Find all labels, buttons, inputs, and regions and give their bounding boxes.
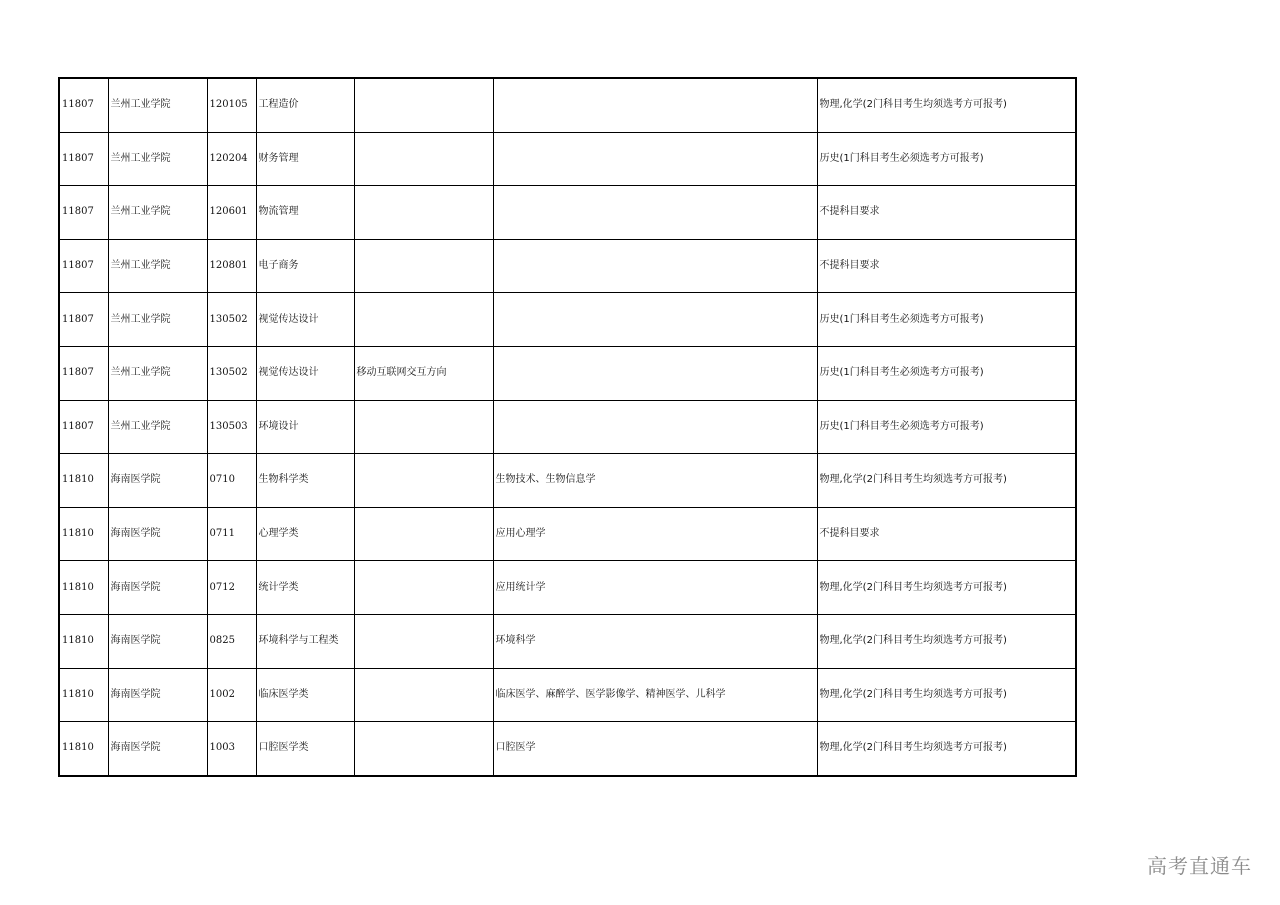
cell-major-code: 120601 bbox=[207, 186, 256, 240]
cell-school-code: 11807 bbox=[59, 293, 108, 347]
cell-major-direction bbox=[354, 561, 493, 615]
cell-major-name: 生物科学类 bbox=[256, 454, 354, 508]
table-row bbox=[59, 507, 1076, 561]
cell-subject-requirement: 历史(1门科目考生必须选考方可报考) bbox=[817, 132, 1076, 186]
cell-major-code: 0710 bbox=[207, 454, 256, 508]
cell-school-code: 11807 bbox=[59, 346, 108, 400]
cell-major-code: 130502 bbox=[207, 346, 256, 400]
cell-school-name: 兰州工业学院 bbox=[108, 239, 207, 293]
cell-subject-requirement: 不提科目要求 bbox=[817, 507, 1076, 561]
cell-major-name: 视觉传达设计 bbox=[256, 293, 354, 347]
requirements-table bbox=[58, 77, 1077, 777]
cell-major-name: 工程造价 bbox=[256, 78, 354, 132]
cell-school-name: 兰州工业学院 bbox=[108, 400, 207, 454]
cell-major-direction bbox=[354, 78, 493, 132]
cell-major-name: 心理学类 bbox=[256, 507, 354, 561]
cell-included-majors bbox=[493, 400, 817, 454]
cell-major-direction bbox=[354, 507, 493, 561]
cell-included-majors: 口腔医学 bbox=[493, 722, 817, 776]
cell-major-name: 物流管理 bbox=[256, 186, 354, 240]
cell-major-code: 130502 bbox=[207, 293, 256, 347]
table-row bbox=[59, 186, 1076, 240]
cell-major-direction bbox=[354, 293, 493, 347]
cell-included-majors: 临床医学、麻醉学、医学影像学、精神医学、儿科学 bbox=[493, 668, 817, 722]
cell-included-majors bbox=[493, 78, 817, 132]
cell-major-direction bbox=[354, 132, 493, 186]
cell-major-name: 环境设计 bbox=[256, 400, 354, 454]
table-body bbox=[59, 78, 1076, 776]
cell-school-code: 11807 bbox=[59, 132, 108, 186]
cell-major-code: 130503 bbox=[207, 400, 256, 454]
cell-school-code: 11807 bbox=[59, 239, 108, 293]
cell-school-name: 海南医学院 bbox=[108, 507, 207, 561]
cell-major-code: 0825 bbox=[207, 614, 256, 668]
cell-major-name: 视觉传达设计 bbox=[256, 346, 354, 400]
cell-included-majors: 应用统计学 bbox=[493, 561, 817, 615]
table-row bbox=[59, 78, 1076, 132]
cell-subject-requirement: 物理,化学(2门科目考生均须选考方可报考) bbox=[817, 561, 1076, 615]
cell-school-code: 11810 bbox=[59, 722, 108, 776]
cell-school-name: 兰州工业学院 bbox=[108, 293, 207, 347]
cell-school-name: 海南医学院 bbox=[108, 561, 207, 615]
cell-major-direction bbox=[354, 722, 493, 776]
cell-major-direction bbox=[354, 239, 493, 293]
cell-subject-requirement: 历史(1门科目考生必须选考方可报考) bbox=[817, 293, 1076, 347]
cell-school-code: 11810 bbox=[59, 561, 108, 615]
cell-included-majors: 应用心理学 bbox=[493, 507, 817, 561]
cell-major-name: 临床医学类 bbox=[256, 668, 354, 722]
cell-included-majors bbox=[493, 293, 817, 347]
cell-subject-requirement: 不提科目要求 bbox=[817, 239, 1076, 293]
cell-school-code: 11810 bbox=[59, 454, 108, 508]
cell-school-name: 海南医学院 bbox=[108, 614, 207, 668]
cell-major-direction bbox=[354, 400, 493, 454]
cell-major-code: 120801 bbox=[207, 239, 256, 293]
cell-major-direction bbox=[354, 668, 493, 722]
cell-school-name: 兰州工业学院 bbox=[108, 186, 207, 240]
cell-included-majors bbox=[493, 186, 817, 240]
cell-school-code: 11810 bbox=[59, 668, 108, 722]
cell-subject-requirement: 物理,化学(2门科目考生均须选考方可报考) bbox=[817, 614, 1076, 668]
cell-subject-requirement: 物理,化学(2门科目考生均须选考方可报考) bbox=[817, 722, 1076, 776]
cell-major-name: 环境科学与工程类 bbox=[256, 614, 354, 668]
cell-major-code: 0711 bbox=[207, 507, 256, 561]
cell-school-code: 11807 bbox=[59, 78, 108, 132]
table-row bbox=[59, 346, 1076, 400]
cell-included-majors bbox=[493, 239, 817, 293]
table-row bbox=[59, 293, 1076, 347]
table-row bbox=[59, 668, 1076, 722]
table-row bbox=[59, 722, 1076, 776]
cell-school-name: 海南医学院 bbox=[108, 722, 207, 776]
cell-subject-requirement: 不提科目要求 bbox=[817, 186, 1076, 240]
cell-included-majors: 环境科学 bbox=[493, 614, 817, 668]
cell-major-code: 0712 bbox=[207, 561, 256, 615]
table-row bbox=[59, 239, 1076, 293]
cell-school-name: 兰州工业学院 bbox=[108, 78, 207, 132]
cell-subject-requirement: 物理,化学(2门科目考生均须选考方可报考) bbox=[817, 78, 1076, 132]
cell-school-code: 11810 bbox=[59, 614, 108, 668]
cell-school-code: 11810 bbox=[59, 507, 108, 561]
cell-subject-requirement: 历史(1门科目考生必须选考方可报考) bbox=[817, 346, 1076, 400]
cell-major-code: 120105 bbox=[207, 78, 256, 132]
cell-major-direction bbox=[354, 614, 493, 668]
cell-included-majors: 生物技术、生物信息学 bbox=[493, 454, 817, 508]
table-row bbox=[59, 132, 1076, 186]
cell-major-name: 电子商务 bbox=[256, 239, 354, 293]
cell-major-code: 120204 bbox=[207, 132, 256, 186]
table-row bbox=[59, 614, 1076, 668]
cell-school-name: 海南医学院 bbox=[108, 454, 207, 508]
cell-included-majors bbox=[493, 346, 817, 400]
cell-school-name: 兰州工业学院 bbox=[108, 346, 207, 400]
cell-major-direction: 移动互联网交互方向 bbox=[354, 346, 493, 400]
cell-major-direction bbox=[354, 454, 493, 508]
cell-major-direction bbox=[354, 186, 493, 240]
table-row bbox=[59, 400, 1076, 454]
cell-subject-requirement: 物理,化学(2门科目考生均须选考方可报考) bbox=[817, 668, 1076, 722]
cell-included-majors bbox=[493, 132, 817, 186]
cell-school-name: 海南医学院 bbox=[108, 668, 207, 722]
table-row bbox=[59, 561, 1076, 615]
cell-major-code: 1003 bbox=[207, 722, 256, 776]
cell-major-code: 1002 bbox=[207, 668, 256, 722]
cell-school-name: 兰州工业学院 bbox=[108, 132, 207, 186]
cell-school-code: 11807 bbox=[59, 400, 108, 454]
table-row bbox=[59, 454, 1076, 508]
cell-major-name: 口腔医学类 bbox=[256, 722, 354, 776]
watermark: 高考直通车 bbox=[1147, 854, 1252, 878]
cell-subject-requirement: 物理,化学(2门科目考生均须选考方可报考) bbox=[817, 454, 1076, 508]
cell-school-code: 11807 bbox=[59, 186, 108, 240]
cell-subject-requirement: 历史(1门科目考生必须选考方可报考) bbox=[817, 400, 1076, 454]
cell-major-name: 财务管理 bbox=[256, 132, 354, 186]
cell-major-name: 统计学类 bbox=[256, 561, 354, 615]
